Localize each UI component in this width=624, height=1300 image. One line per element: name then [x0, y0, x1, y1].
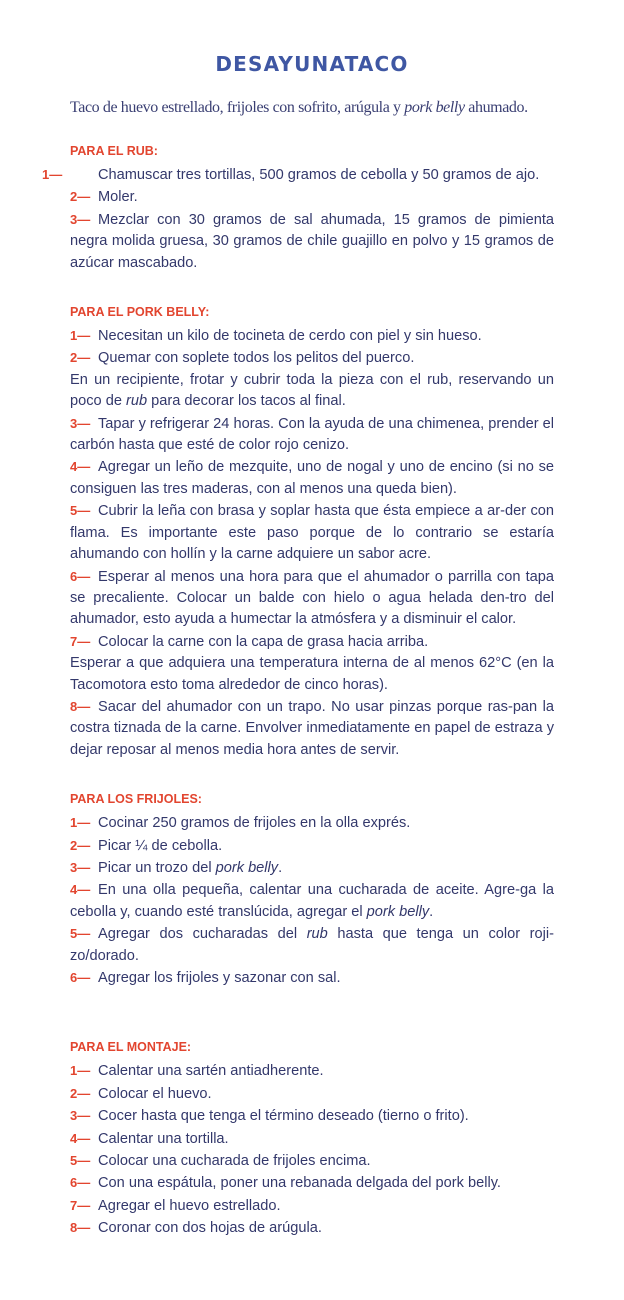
- step-number: 4—: [70, 1130, 91, 1146]
- step-item: [70, 209, 554, 274]
- paragraph-text: En un recipiente, frotar y cubrir toda la pieza con el rub, reservando un poco de: [70, 371, 554, 410]
- step-text: Moler.: [98, 189, 138, 206]
- subtitle-end: ahumado.: [464, 99, 528, 116]
- step-number: 5—: [70, 503, 91, 519]
- step-number: 4—: [70, 459, 91, 475]
- step-number: 6—: [70, 568, 91, 584]
- step-item: [70, 325, 554, 347]
- step-italic: pork belly: [366, 903, 430, 920]
- paragraph-text: para decorar los tacos al final.: [147, 393, 346, 410]
- step-text: Cocer hasta que tenga el término deseado (tierno o frito).: [98, 1108, 469, 1125]
- step-number: 3—: [70, 1108, 91, 1124]
- step-item: [70, 1195, 554, 1217]
- step-text: Agregar dos cucharadas del: [98, 926, 307, 943]
- section-pork-belly: [70, 304, 554, 761]
- section-heading: PARA EL MONTAJE:: [70, 1040, 192, 1055]
- step-text: hasta que tenga un color roji-zo/dorado.: [70, 926, 554, 964]
- section-frijoles: [70, 791, 554, 989]
- page-subtitle: [70, 97, 554, 119]
- step-text: Cocinar 250 gramos de frijoles en la olla exprés.: [98, 815, 411, 832]
- step-text: .: [278, 859, 283, 876]
- step-number: 4—: [70, 882, 91, 898]
- step-text: Tapar y refrigerar 24 horas. Con la ayuda de una chimenea, prender el carbón hasta que esté de color rojo cenizo.: [70, 415, 554, 454]
- step-item: [70, 186, 554, 208]
- step-number: 3—: [70, 859, 91, 875]
- step-number: 7—: [70, 633, 91, 649]
- step-text: Picar ¼ de cebolla.: [98, 837, 223, 854]
- subtitle-italic: pork belly: [404, 99, 465, 116]
- step-item: [42, 164, 554, 186]
- step-text: Calentar una sartén antiadherente.: [98, 1063, 324, 1080]
- paragraph-italic: rub: [126, 393, 148, 410]
- step-text: Mezclar con 30 gramos de sal ahumada, 15 gramos de pimienta negra molida gruesa, 30 gramos de chile guajillo en polvo y 15 gramos de azúcar mascabado.: [70, 211, 554, 271]
- paragraph: [70, 370, 554, 413]
- step-text: Agregar los frijoles y sazonar con sal.: [98, 970, 341, 986]
- step-italic: pork belly: [215, 859, 279, 876]
- step-item: [70, 1217, 554, 1239]
- step-item: [70, 1150, 554, 1172]
- step-item: [70, 1128, 554, 1150]
- step-number: 5—: [70, 926, 91, 942]
- paragraph: Esperar a que adquiera una temperatura interna de al menos 62°C (en la Tacomotora esto toma alrededor de cinco horas).: [70, 655, 554, 693]
- step-item: [70, 631, 554, 653]
- step-text: Picar un trozo del: [98, 859, 216, 876]
- step-item: [70, 1105, 554, 1127]
- step-number: 5—: [70, 1153, 91, 1169]
- step-item: [70, 1172, 554, 1194]
- step-number: 1—: [70, 1063, 91, 1079]
- step-italic: rub: [306, 926, 328, 943]
- step-item: [70, 879, 554, 923]
- section-montaje: [70, 1039, 554, 1239]
- step-number: 3—: [70, 415, 91, 431]
- step-item: [70, 696, 554, 761]
- step-text: .: [429, 903, 434, 920]
- step-text: Esperar al menos una hora para que el ahumador o parrilla con tapa se precaliente. Colocar un balde con hielo o agua helada den-tro del ahumador, esto ayuda a humectar la atmósfera y a disminuir el calor.: [70, 568, 554, 628]
- step-item: [70, 967, 554, 989]
- step-text: Quemar con soplete todos los pelitos del puerco.: [98, 350, 415, 367]
- step-number: 2—: [70, 837, 91, 853]
- section-heading: PARA LOS FRIJOLES:: [70, 792, 202, 807]
- step-text: Agregar un leño de mezquite, uno de nogal y uno de encino (si no se consiguen las tres maderas, con al menos una queda bien).: [70, 459, 554, 497]
- step-item: [70, 923, 554, 967]
- step-number: 2—: [70, 189, 91, 205]
- step-item: [70, 812, 554, 834]
- step-text: Cubrir la leña con brasa y soplar hasta que ésta empiece a ar-der con flama. Es importante este paso porque de lo contrario se estaría ahumando con hollín y la carne adquiere un sabor acre.: [70, 503, 554, 563]
- section-heading: PARA EL RUB:: [70, 144, 158, 158]
- step-item: [70, 835, 554, 857]
- step-text: Coronar con dos hojas de arúgula.: [98, 1220, 322, 1237]
- step-number: 1—: [70, 328, 91, 344]
- step-item: [70, 347, 554, 369]
- step-number: 3—: [70, 211, 91, 227]
- step-item: [70, 857, 554, 879]
- step-text: Necesitan un kilo de tocineta de cerdo con piel y sin hueso.: [98, 328, 482, 345]
- step-number: 6—: [70, 1175, 91, 1191]
- page-title: DESAYUNATACO: [215, 52, 409, 76]
- step-text: Sacar del ahumador con un trapo. No usar pinzas porque ras-pan la costra tiznada de la carne. Envolver inmediatamente en papel de estraza y dejar reposar al menos media hora antes de servir.: [70, 698, 554, 758]
- step-number: 7—: [70, 1197, 91, 1213]
- step-item: [70, 500, 554, 565]
- step-text: Colocar una cucharada de frijoles encima.: [98, 1153, 371, 1170]
- step-text: Calentar una tortilla.: [98, 1130, 229, 1147]
- step-number: 1—: [42, 167, 63, 182]
- subtitle-text: Taco de huevo estrellado, frijoles con sofrito, arúgula y: [70, 99, 405, 116]
- section-heading: PARA EL PORK BELLY:: [70, 305, 210, 320]
- step-text: Colocar el huevo.: [98, 1085, 212, 1102]
- step-item: [70, 456, 554, 500]
- step-text: Chamuscar tres tortillas, 500 gramos de cebolla y 50 gramos de ajo.: [98, 167, 540, 183]
- step-item: [70, 1060, 554, 1082]
- step-number: 1—: [70, 815, 91, 831]
- step-item: [70, 566, 554, 631]
- step-number: 6—: [70, 970, 91, 985]
- step-item: [70, 1083, 554, 1105]
- step-text: Con una espátula, poner una rebanada delgada del pork belly.: [98, 1175, 501, 1192]
- step-number: 8—: [70, 1220, 91, 1236]
- step-number: 2—: [70, 350, 91, 366]
- step-text: En una olla pequeña, calentar una cucharada de aceite. Agre-ga la cebolla y, cuando esté translúcida, agregar el: [70, 882, 554, 920]
- step-text: Colocar la carne con la capa de grasa hacia arriba.: [98, 633, 429, 650]
- step-item: [70, 413, 554, 457]
- step-text: Agregar el huevo estrellado.: [98, 1197, 281, 1214]
- section-rub: [42, 143, 554, 274]
- step-number: 8—: [70, 698, 91, 714]
- step-number: 2—: [70, 1085, 91, 1101]
